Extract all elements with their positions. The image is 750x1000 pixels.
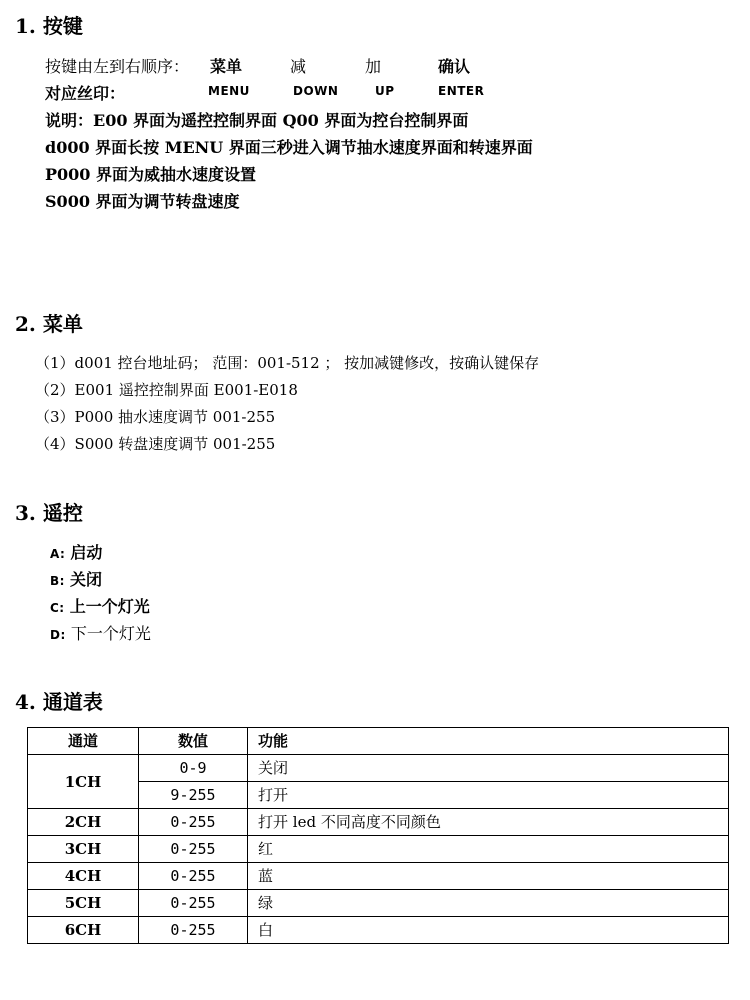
table-header-row (28, 728, 729, 755)
remote-item-a (50, 540, 102, 563)
menu-item-2: （2）E001 遥控控制界面 E001-E018 (35, 381, 298, 399)
table-row (28, 917, 729, 944)
silk-down: DOWN (293, 84, 339, 98)
remote-key-b: B: (50, 574, 65, 588)
remote-text-a: 启动 (70, 543, 103, 562)
key-enter-name: 确认 (438, 57, 471, 76)
value-cell: 0-9 (139, 755, 248, 782)
channel-cell: 6CH (28, 917, 139, 944)
menu-item-1: （1）d001 控台地址码； 范围：001-512 ； 按加减键修改，按确认键保存 (35, 354, 540, 372)
key-order-label: 按键由左到右顺序： (45, 57, 190, 76)
menu-item-4: （4）S000 转盘速度调节 001-255 (35, 435, 276, 453)
header-channel: 通道 (28, 728, 139, 755)
menu-item-3: （3）P000 抽水速度调节 001-255 (35, 408, 276, 426)
remote-item-c (50, 594, 150, 617)
key-down-name: 减 (290, 57, 307, 76)
remote-text-d: 下一个灯光 (70, 624, 151, 643)
table-row (28, 863, 729, 890)
value-cell: 0-255 (139, 863, 248, 890)
section-title-menu: 2. 菜单 (15, 312, 83, 336)
function-cell: 绿 (248, 890, 729, 917)
desc-line-2: d000 界面长按 MENU 界面三秒进入调节抽水速度界面和转速界面 (45, 138, 533, 157)
desc-line-1: 说明：E00 界面为遥控控制界面 Q00 界面为控台控制界面 (45, 111, 469, 130)
channel-cell: 1CH (28, 755, 139, 809)
function-cell: 关闭 (248, 755, 729, 782)
value-cell: 0-255 (139, 890, 248, 917)
remote-text-b: 关闭 (70, 570, 103, 589)
channel-cell: 2CH (28, 809, 139, 836)
section-title-channel-table: 4. 通道表 (15, 690, 103, 714)
desc-line-3: P000 界面为威抽水速度设置 (45, 165, 257, 184)
value-cell: 9-255 (139, 782, 248, 809)
channel-table (27, 727, 729, 944)
remote-key-c: C: (50, 601, 65, 615)
function-cell: 白 (248, 917, 729, 944)
header-function: 功能 (248, 728, 729, 755)
key-up-name: 加 (365, 57, 382, 76)
value-cell: 0-255 (139, 917, 248, 944)
header-value: 数值 (139, 728, 248, 755)
silk-label: 对应丝印： (45, 84, 126, 103)
remote-key-a: A: (50, 547, 66, 561)
remote-text-c: 上一个灯光 (69, 597, 150, 616)
silk-up: UP (375, 84, 395, 98)
remote-key-d: D: (50, 628, 66, 642)
desc-line-4: S000 界面为调节转盘速度 (45, 192, 240, 211)
remote-item-d (50, 621, 151, 644)
silk-line (45, 81, 545, 103)
section-title-remote: 3. 遥控 (15, 501, 83, 525)
channel-cell: 4CH (28, 863, 139, 890)
value-cell: 0-255 (139, 836, 248, 863)
table-row (28, 836, 729, 863)
silk-menu: MENU (208, 84, 250, 98)
channel-cell: 5CH (28, 890, 139, 917)
silk-enter: ENTER (438, 84, 485, 98)
table-row (28, 890, 729, 917)
value-cell: 0-255 (139, 809, 248, 836)
table-row (28, 809, 729, 836)
remote-item-b (50, 567, 102, 590)
key-menu-name: 菜单 (210, 57, 243, 76)
function-cell: 蓝 (248, 863, 729, 890)
function-cell: 打开 led 不同高度不同颜色 (248, 809, 729, 836)
channel-cell: 3CH (28, 836, 139, 863)
function-cell: 红 (248, 836, 729, 863)
section-title-keys: 1. 按键 (15, 14, 83, 38)
key-order-line (45, 54, 471, 77)
table-row (28, 755, 729, 782)
function-cell: 打开 (248, 782, 729, 809)
